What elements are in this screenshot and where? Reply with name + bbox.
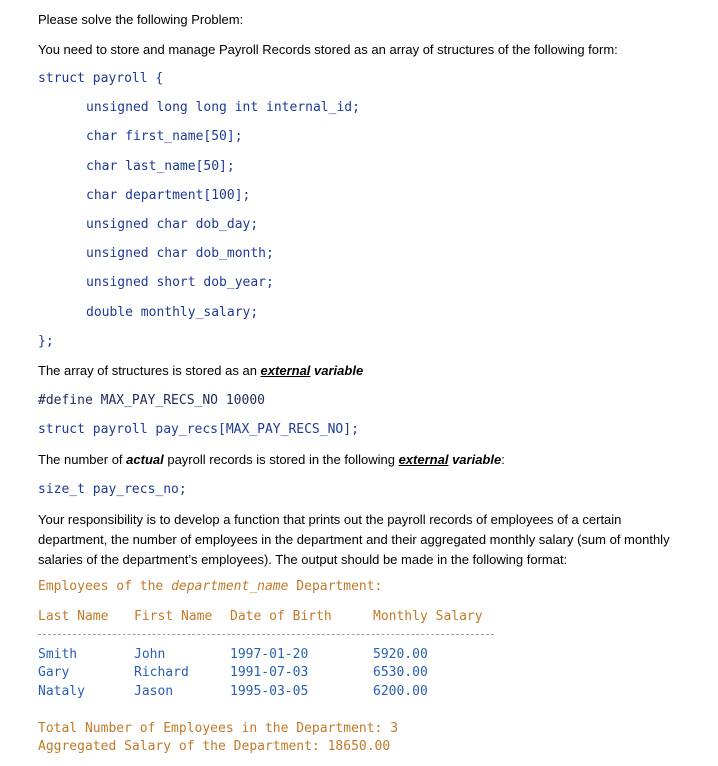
row-dob: 1991-07-03 xyxy=(230,665,309,680)
count-sentence xyxy=(38,452,505,468)
table-divider xyxy=(38,634,494,635)
variable-keyword: variable xyxy=(310,363,364,378)
row-salary: 6200.00 xyxy=(373,684,428,699)
external-keyword: external xyxy=(398,452,449,467)
row-last-name: Gary xyxy=(38,665,70,680)
struct-field: unsigned char dob_day; xyxy=(86,217,259,232)
actual-keyword: actual xyxy=(126,452,164,467)
output-heading xyxy=(38,579,382,595)
column-last-name: Last Name xyxy=(38,609,109,624)
department-name-placeholder: department_name xyxy=(171,579,289,594)
external-keyword: external xyxy=(260,363,311,378)
row-dob: 1997-01-20 xyxy=(230,647,309,662)
sentence-part: The number of xyxy=(38,452,127,467)
struct-field: char first_name[50]; xyxy=(86,129,243,144)
struct-field: unsigned short dob_year; xyxy=(86,275,274,290)
struct-open: struct payroll { xyxy=(38,71,164,86)
row-dob: 1995-03-05 xyxy=(230,684,309,699)
row-first-name: Jason xyxy=(134,684,174,699)
column-monthly-salary: Monthly Salary xyxy=(373,609,483,624)
row-first-name: Richard xyxy=(134,665,189,680)
total-employees: Total Number of Employees in the Department: 3 xyxy=(38,721,399,736)
define-line: #define MAX_PAY_RECS_NO 10000 xyxy=(38,393,265,408)
column-first-name: First Name xyxy=(134,609,213,624)
heading-part: Department: xyxy=(288,579,383,594)
struct-close: }; xyxy=(38,334,54,349)
array-declaration: struct payroll pay_recs[MAX_PAY_RECS_NO]; xyxy=(38,422,359,437)
aggregated-salary: Aggregated Salary of the Department: 18650.00 xyxy=(38,739,391,754)
struct-field: unsigned char dob_month; xyxy=(86,246,274,261)
count-declaration: size_t pay_recs_no; xyxy=(38,482,187,497)
variable-keyword: variable xyxy=(448,452,502,467)
sentence-part: The array of structures is stored as an xyxy=(38,363,261,378)
struct-field: unsigned long long int internal_id; xyxy=(86,100,360,115)
struct-field: char department[100]; xyxy=(86,188,251,203)
intro-text: Please solve the following Problem: xyxy=(38,12,244,27)
column-date-of-birth: Date of Birth xyxy=(230,609,332,624)
sentence-part: : xyxy=(501,452,505,467)
external-array-sentence xyxy=(38,363,363,379)
task-text: You need to store and manage Payroll Records stored as an array of structures of the following form: xyxy=(38,42,618,57)
heading-part: Employees of the xyxy=(38,579,172,594)
struct-field: double monthly_salary; xyxy=(86,305,259,320)
row-first-name: John xyxy=(134,647,166,662)
responsibility-paragraph: Your responsibility is to develop a function that prints out the payroll records of employees of a certain department, the number of employees in the department and their aggregated monthly salary (sum of monthly salaries of the department’s employees). The output should be made in the following format: xyxy=(38,512,670,567)
row-last-name: Nataly xyxy=(38,684,85,699)
row-salary: 6530.00 xyxy=(373,665,428,680)
sentence-part: payroll records is stored in the following xyxy=(163,452,399,467)
row-last-name: Smith xyxy=(38,647,78,662)
struct-field: char last_name[50]; xyxy=(86,159,235,174)
row-salary: 5920.00 xyxy=(373,647,428,662)
